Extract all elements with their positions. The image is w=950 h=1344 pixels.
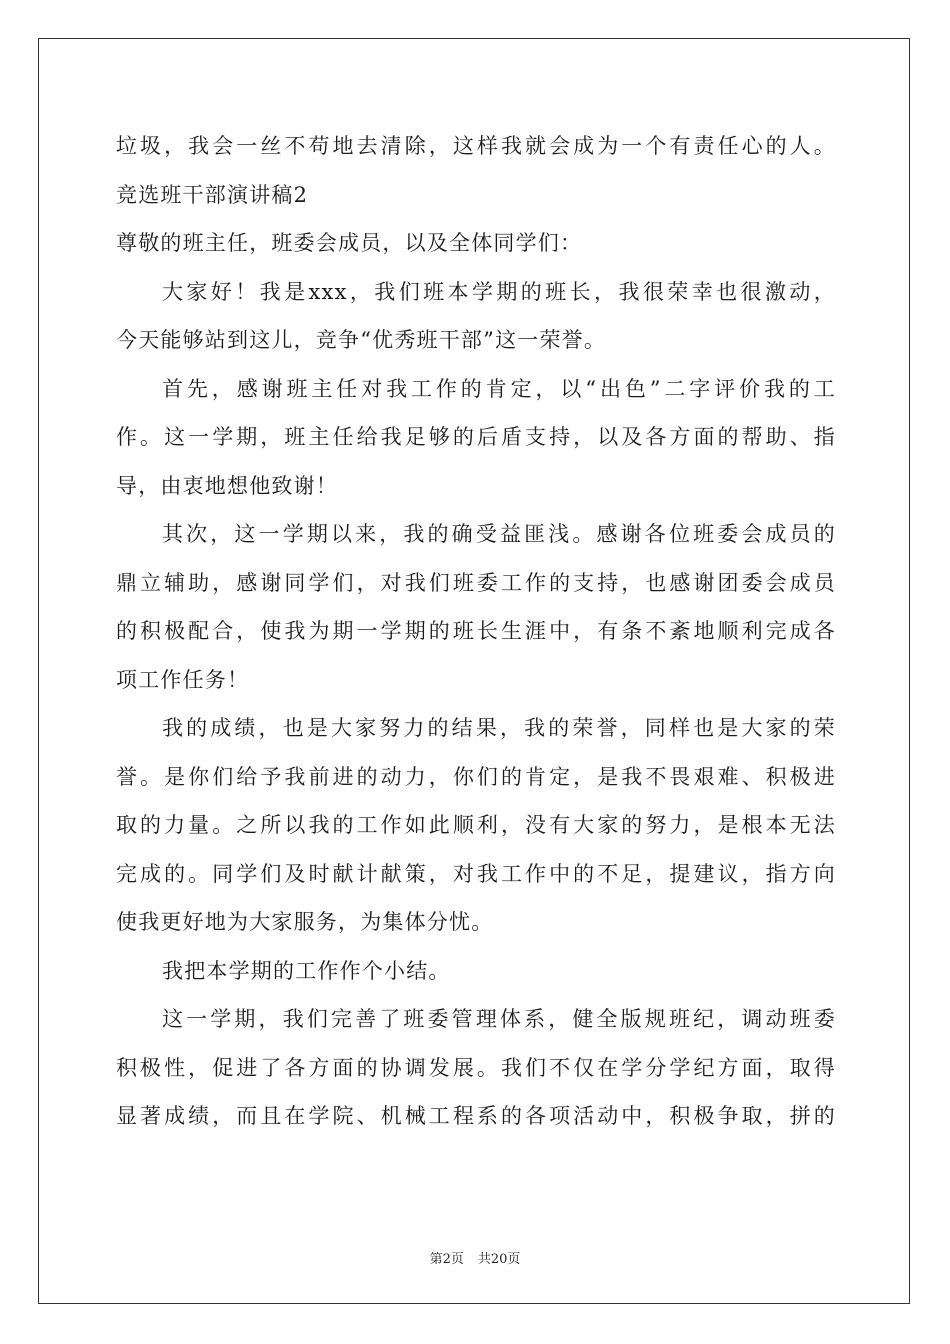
paragraph-line: 积极性，促进了各方面的协调发展。我们不仅在学分学纪方面，取得: [116, 1055, 836, 1080]
paragraph-line: 导，由衷地想他致谢！: [116, 473, 338, 498]
document-body: [116, 122, 836, 1141]
paragraph-line: 使我更好地为大家服务，为集体分忧。: [116, 910, 494, 934]
paragraph-line: 誉。是你们给予我前进的动力，你们的肯定，是我不畏艰难、积极进: [116, 764, 836, 789]
paragraph-line: 首先，感谢班主任对我工作的肯定，以“出色”二字评价我的工: [162, 376, 836, 401]
paragraph-line: 我的成绩，也是大家努力的结果，我的荣誉，同样也是大家的荣: [162, 716, 836, 740]
paragraph-line: 鼎立辅助，感谢同学们，对我们班委工作的支持，也感谢团委会成员: [116, 570, 836, 595]
paragraph-line: 大家好！我是xxx，我们班本学期的班长，我很荣幸也很激动，: [162, 279, 836, 304]
section-heading: 竞选班干部演讲稿2: [116, 182, 309, 207]
paragraph-line: 的积极配合，使我为期一学期的班长生涯中，有条不紊地顺利完成各: [116, 619, 836, 643]
paragraph-line: 这一学期，我们完善了班委管理体系，健全版规班纪，调动班委: [162, 1007, 836, 1031]
page-number-total: 共20页: [477, 1252, 521, 1267]
page-number-current: 第2页: [429, 1252, 464, 1267]
salutation-line: 尊敬的班主任，班委会成员，以及全体同学们：: [116, 231, 583, 255]
paragraph-line: 项工作任务！: [116, 667, 250, 692]
paragraph-line: 我把本学期的工作作个小结。: [162, 958, 451, 983]
paragraph-line: 垃圾，我会一丝不苟地去清除，这样我就会成为一个有责任心的人。: [116, 134, 836, 158]
paragraph-line: 显著成绩，而且在学院、机械工程系的各项活动中，积极争取，拼的: [116, 1104, 836, 1128]
paragraph-line: 完成的。同学们及时献计献策，对我工作中的不足，提建议，指方向: [116, 861, 836, 886]
page-footer: [0, 1248, 950, 1267]
paragraph-line: 今天能够站到这儿，竞争“优秀班干部”这一荣誉。: [116, 328, 607, 352]
paragraph-line: 取的力量。之所以我的工作如此顺利，没有大家的努力，是根本无法: [116, 813, 836, 837]
paragraph-line: 作。这一学期，班主任给我足够的后盾支持，以及各方面的帮助、指: [116, 425, 836, 449]
paragraph-line: 其次，这一学期以来，我的确受益匪浅。感谢各位班委会成员的: [162, 522, 836, 546]
